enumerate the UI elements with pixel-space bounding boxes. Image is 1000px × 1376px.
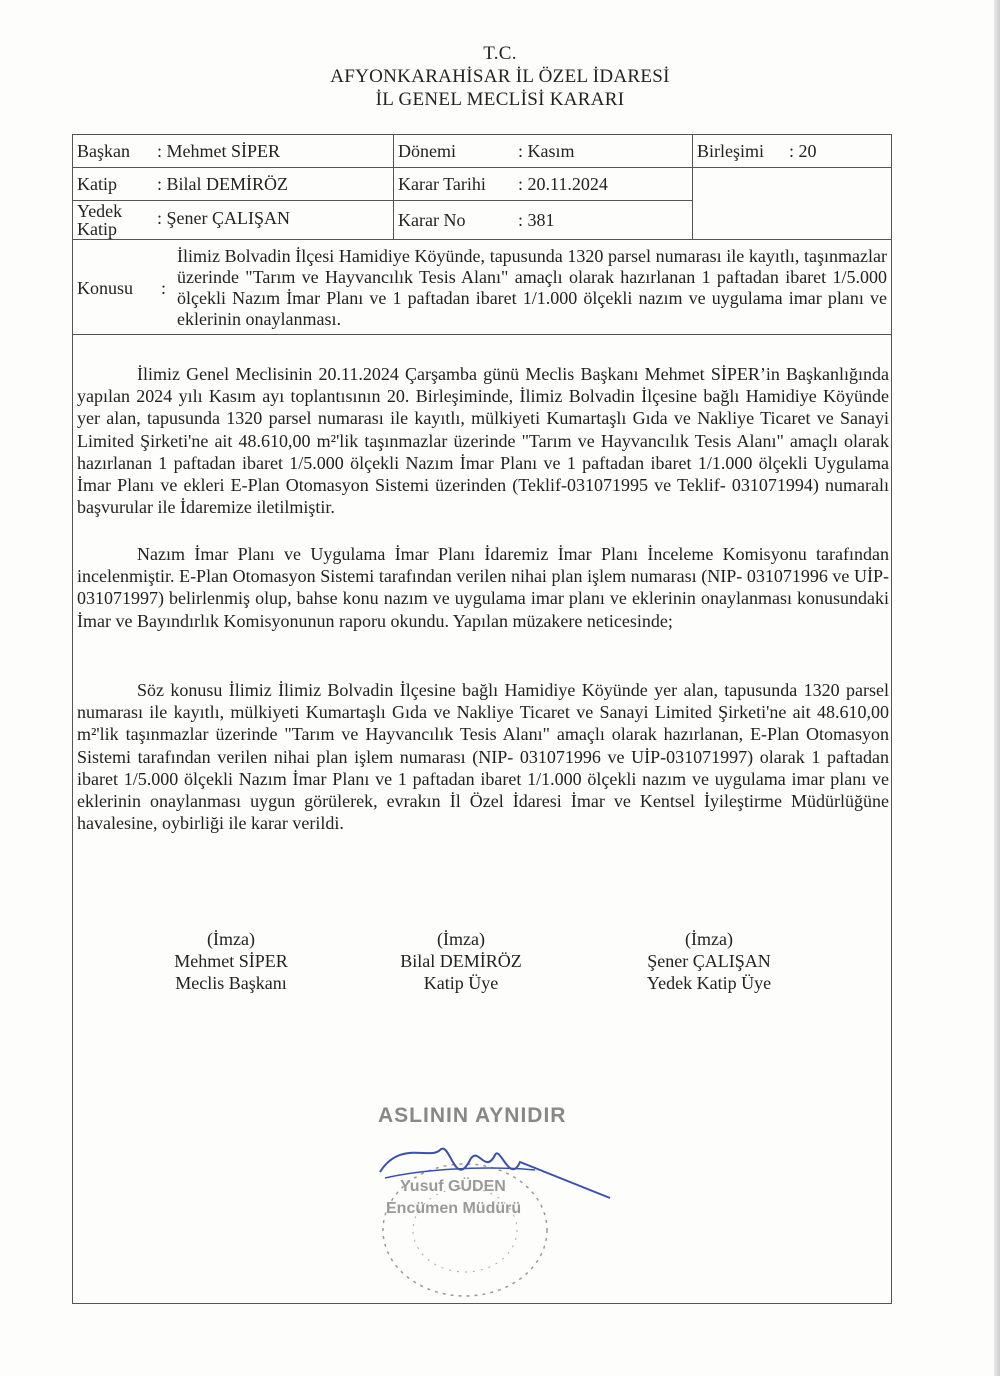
body-paragraph-3 xyxy=(77,679,889,834)
document-header xyxy=(0,42,1000,111)
paragraph-3-text: Söz konusu İlimiz İlimiz Bolvadin İlçesine bağlı Hamidiye Köyünde yer alan, tapusunda 1320 parsel numarası ile kayıtlı, mülkiyeti Kumartaşlı Gıda ve Nakliye Ticaret ve Sanayi Limited Şirketi'ne ait 48.610,00 m²'lik taşınmazlar üzerinde "Tarım ve Hayvancılık Tesis Alanı" amaçlı olarak hazırlanan, E-Plan Otomasyon Sistemi tarafından verilen nihai plan işlem numarası (NIP- 031071996 ve UİP-031071997) olarak 1 paftadan ibaret 1/5.000 ölçekli Nazım İmar Planı ve 1 paftadan ibaret 1/1.000 ölçekli nazım ve uygulama imar planı ve eklerinin onaylanması uygun görülerek, evrakın İl Özel İdaresi İmar ve Kentsel İyileştirme Müdürlüğüne havalesine, oybirliği ile karar verildi. xyxy=(77,680,889,834)
signature-title: Meclis Başkanı xyxy=(175,973,287,993)
stamp-line-2: Yusuf GÜDEN xyxy=(400,1178,506,1195)
signature-name: Şener ÇALIŞAN xyxy=(647,951,771,971)
birlesimi-cell xyxy=(693,135,892,168)
baskan-value: : Mehmet SİPER xyxy=(157,141,281,161)
signature-title: Yedek Katip Üye xyxy=(646,973,772,993)
katip-cell xyxy=(73,168,394,201)
body-paragraph-1 xyxy=(77,363,889,518)
karar-tarihi-label: Karar Tarihi xyxy=(398,174,486,194)
karar-tarihi-cell xyxy=(394,168,693,201)
konusu-label: Konusu xyxy=(77,278,134,298)
stamp-line-3: Encümen Müdürü xyxy=(386,1200,522,1217)
header-decision-title: İL GENEL MECLİSİ KARARI xyxy=(375,89,625,110)
decision-info-table xyxy=(72,134,892,335)
konusu-colon: : xyxy=(161,278,167,298)
birlesimi-label: Birleşimi xyxy=(697,141,764,161)
karar-no-cell xyxy=(394,201,693,240)
baskan-cell xyxy=(73,135,394,168)
body-paragraph-2 xyxy=(77,543,889,632)
header-institution: AFYONKARAHİSAR İL ÖZEL İDARESİ xyxy=(330,66,670,87)
katip-value: : Bilal DEMİRÖZ xyxy=(157,174,288,194)
signature-imza: (İmza) xyxy=(207,929,255,949)
karar-tarihi-value: : 20.11.2024 xyxy=(518,174,608,194)
empty-cell xyxy=(693,168,892,201)
yedek-katip-cell xyxy=(73,201,394,240)
certified-copy-stamp xyxy=(360,1100,620,1310)
donemi-label: Dönemi xyxy=(398,141,456,161)
page-edge xyxy=(994,0,1000,1376)
signature-imza: (İmza) xyxy=(685,929,733,949)
signature-block-katip xyxy=(351,928,571,994)
katip-label: Katip xyxy=(77,174,117,194)
baskan-label: Başkan xyxy=(77,141,130,161)
donemi-value: : Kasım xyxy=(518,141,575,161)
birlesimi-value: : 20 xyxy=(789,141,817,161)
yedek-katip-label-line1: Yedek xyxy=(77,201,123,221)
signature-title: Katip Üye xyxy=(423,973,499,993)
karar-no-label: Karar No xyxy=(398,210,466,230)
yedek-katip-label-line2: Katip xyxy=(77,219,117,239)
signature-name: Bilal DEMİRÖZ xyxy=(400,951,522,971)
signature-block-yedek-katip xyxy=(599,928,819,994)
konusu-text: İlimiz Bolvadin İlçesi Hamidiye Köyünde, tapusunda 1320 parsel numarası ile kayıtlı, taşınmazlar üzerinde "Tarım ve Hayvancılık Tesis Alanı" amaçlı olarak hazırlanan 1 paftadan ibaret 1/5.000 ölçekli Nazım İmar Planı ve 1 paftadan ibaret 1/1.000 ölçekli nazım ve uygulama imar planı ve eklerinin onaylanması. xyxy=(177,246,887,329)
signature-block-baskan xyxy=(121,928,341,994)
signature-imza: (İmza) xyxy=(437,929,485,949)
yedek-katip-value: : Şener ÇALIŞAN xyxy=(157,208,290,229)
empty-cell-2 xyxy=(693,201,892,240)
karar-no-value: : 381 xyxy=(518,210,555,230)
konusu-cell xyxy=(73,240,892,335)
donemi-cell xyxy=(394,135,693,168)
header-tc: T.C. xyxy=(483,43,517,64)
signature-name: Mehmet SİPER xyxy=(174,951,288,971)
paragraph-2-text: Nazım İmar Planı ve Uygulama İmar Planı İdaremiz İmar Planı İnceleme Komisyonu tarafından incelenmiştir. E-Plan Otomasyon Sistemi tarafından verilen nihai plan işlem numarası (NIP- 031071996 ve UİP-031071997) belirlenmiş olup, bahse konu nazım ve uygulama imar planı ve eklerinin onaylanması konusundaki İmar ve Bayındırlık Komisyonunun raporu okundu. Yapılan müzakere neticesinde; xyxy=(77,544,889,631)
yedek-katip-label xyxy=(77,202,157,238)
paragraph-1-text: İlimiz Genel Meclisinin 20.11.2024 Çarşamba günü Meclis Başkanı Mehmet SİPER’in Başkanlığında yapılan 2024 yılı Kasım ayı toplantısının 20. Birleşiminde, İlimiz Bolvadin İlçesine bağlı Hamidiye Köyünde yer alan, tapusunda 1320 parsel numarası ile kayıtlı, mülkiyeti Kumartaşlı Gıda ve Nakliye Ticaret ve Sanayi Limited Şirketi'ne ait 48.610,00 m²'lik taşınmazlar üzerinde "Tarım ve Hayvancılık Tesis Alanı" amaçlı olarak hazırlanan 1 paftadan ibaret 1/5.000 ölçekli Nazım İmar Planı ve 1 paftadan ibaret 1/1.000 ölçekli Uygulama İmar Planı ve ekleri E-Plan Otomasyon Sistemi üzerinden (Teklif-031071995 ve Teklif- 031071994) numaralı başvurular ile İdaremize iletilmiştir. xyxy=(77,364,889,518)
stamp-line-1: ASLININ AYNIDIR xyxy=(378,1104,567,1127)
